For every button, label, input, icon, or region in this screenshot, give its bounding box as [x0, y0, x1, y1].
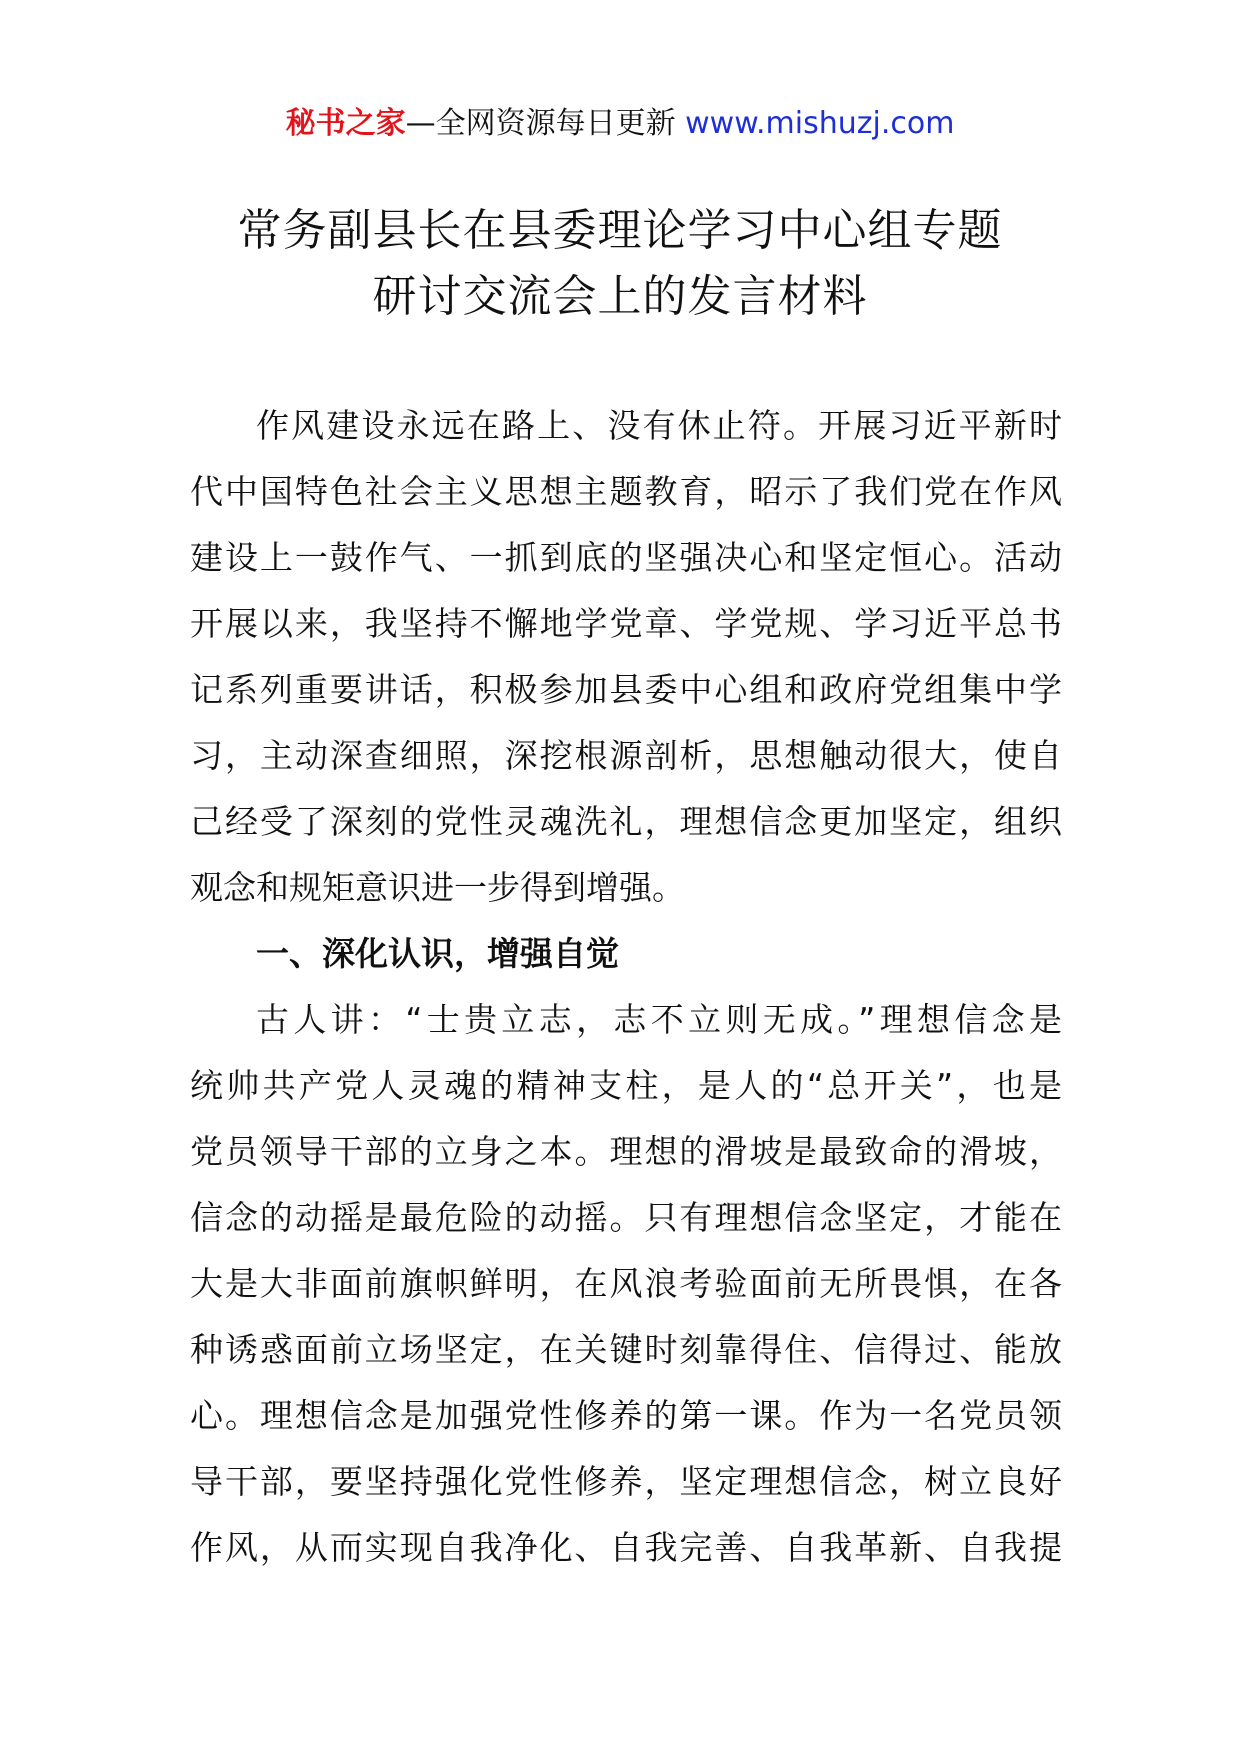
- site-header: [0, 100, 1240, 148]
- body-line: 种诱惑面前立场坚定，在关键时刻靠得住、信得过、能放: [190, 1330, 1062, 1369]
- body-line: 导干部，要坚持强化党性修养，坚定理想信念，树立良好: [190, 1462, 1062, 1501]
- body-line: 建设上一鼓作气、一抓到底的坚强决心和坚定恒心。活动: [190, 538, 1062, 577]
- section-heading: 一、深化认识，增强自觉: [256, 934, 619, 973]
- body-line: 心。理想信念是加强党性修养的第一课。作为一名党员领: [190, 1396, 1062, 1435]
- body-line: 古人讲：“士贵立志，志不立则无成。”理想信念是: [256, 1000, 1062, 1039]
- body-line: 作风，从而实现自我净化、自我完善、自我革新、自我提: [190, 1528, 1062, 1567]
- body-line: 作风建设永远在路上、没有休止符。开展习近平新时: [256, 406, 1062, 445]
- body-line: 党员领导干部的立身之本。理想的滑坡是最致命的滑坡，: [190, 1132, 1062, 1171]
- body-line: 大是大非面前旗帜鲜明，在风浪考验面前无所畏惧，在各: [190, 1264, 1062, 1303]
- site-name: 秘书之家: [285, 106, 406, 141]
- body-line: 记系列重要讲话，积极参加县委中心组和政府党组集中学: [190, 670, 1062, 709]
- body-line: 习，主动深查细照，深挖根源剖析，思想触动很大，使自: [190, 736, 1062, 775]
- title-line-2: 研讨交流会上的发言材料: [372, 271, 868, 322]
- site-tagline: —全网资源每日更新: [405, 106, 686, 141]
- body-line: 观念和规矩意识进一步得到增强。: [190, 868, 685, 907]
- body-line: 代中国特色社会主义思想主题教育，昭示了我们党在作风: [190, 472, 1062, 511]
- title-line-1: 常务副县长在县委理论学习中心组专题: [237, 205, 1003, 256]
- document-body: [190, 393, 1062, 1581]
- site-url-link[interactable]: www.mishuzj.com: [685, 106, 955, 141]
- body-line: 己经受了深刻的党性灵魂洗礼，理想信念更加坚定，组织: [190, 802, 1062, 841]
- document-title: [0, 198, 1240, 330]
- body-line: 统帅共产党人灵魂的精神支柱，是人的“总开关”，也是: [190, 1066, 1062, 1105]
- body-line: 开展以来，我坚持不懈地学党章、学党规、学习近平总书: [190, 604, 1062, 643]
- body-line: 信念的动摇是最危险的动摇。只有理想信念坚定，才能在: [190, 1198, 1062, 1237]
